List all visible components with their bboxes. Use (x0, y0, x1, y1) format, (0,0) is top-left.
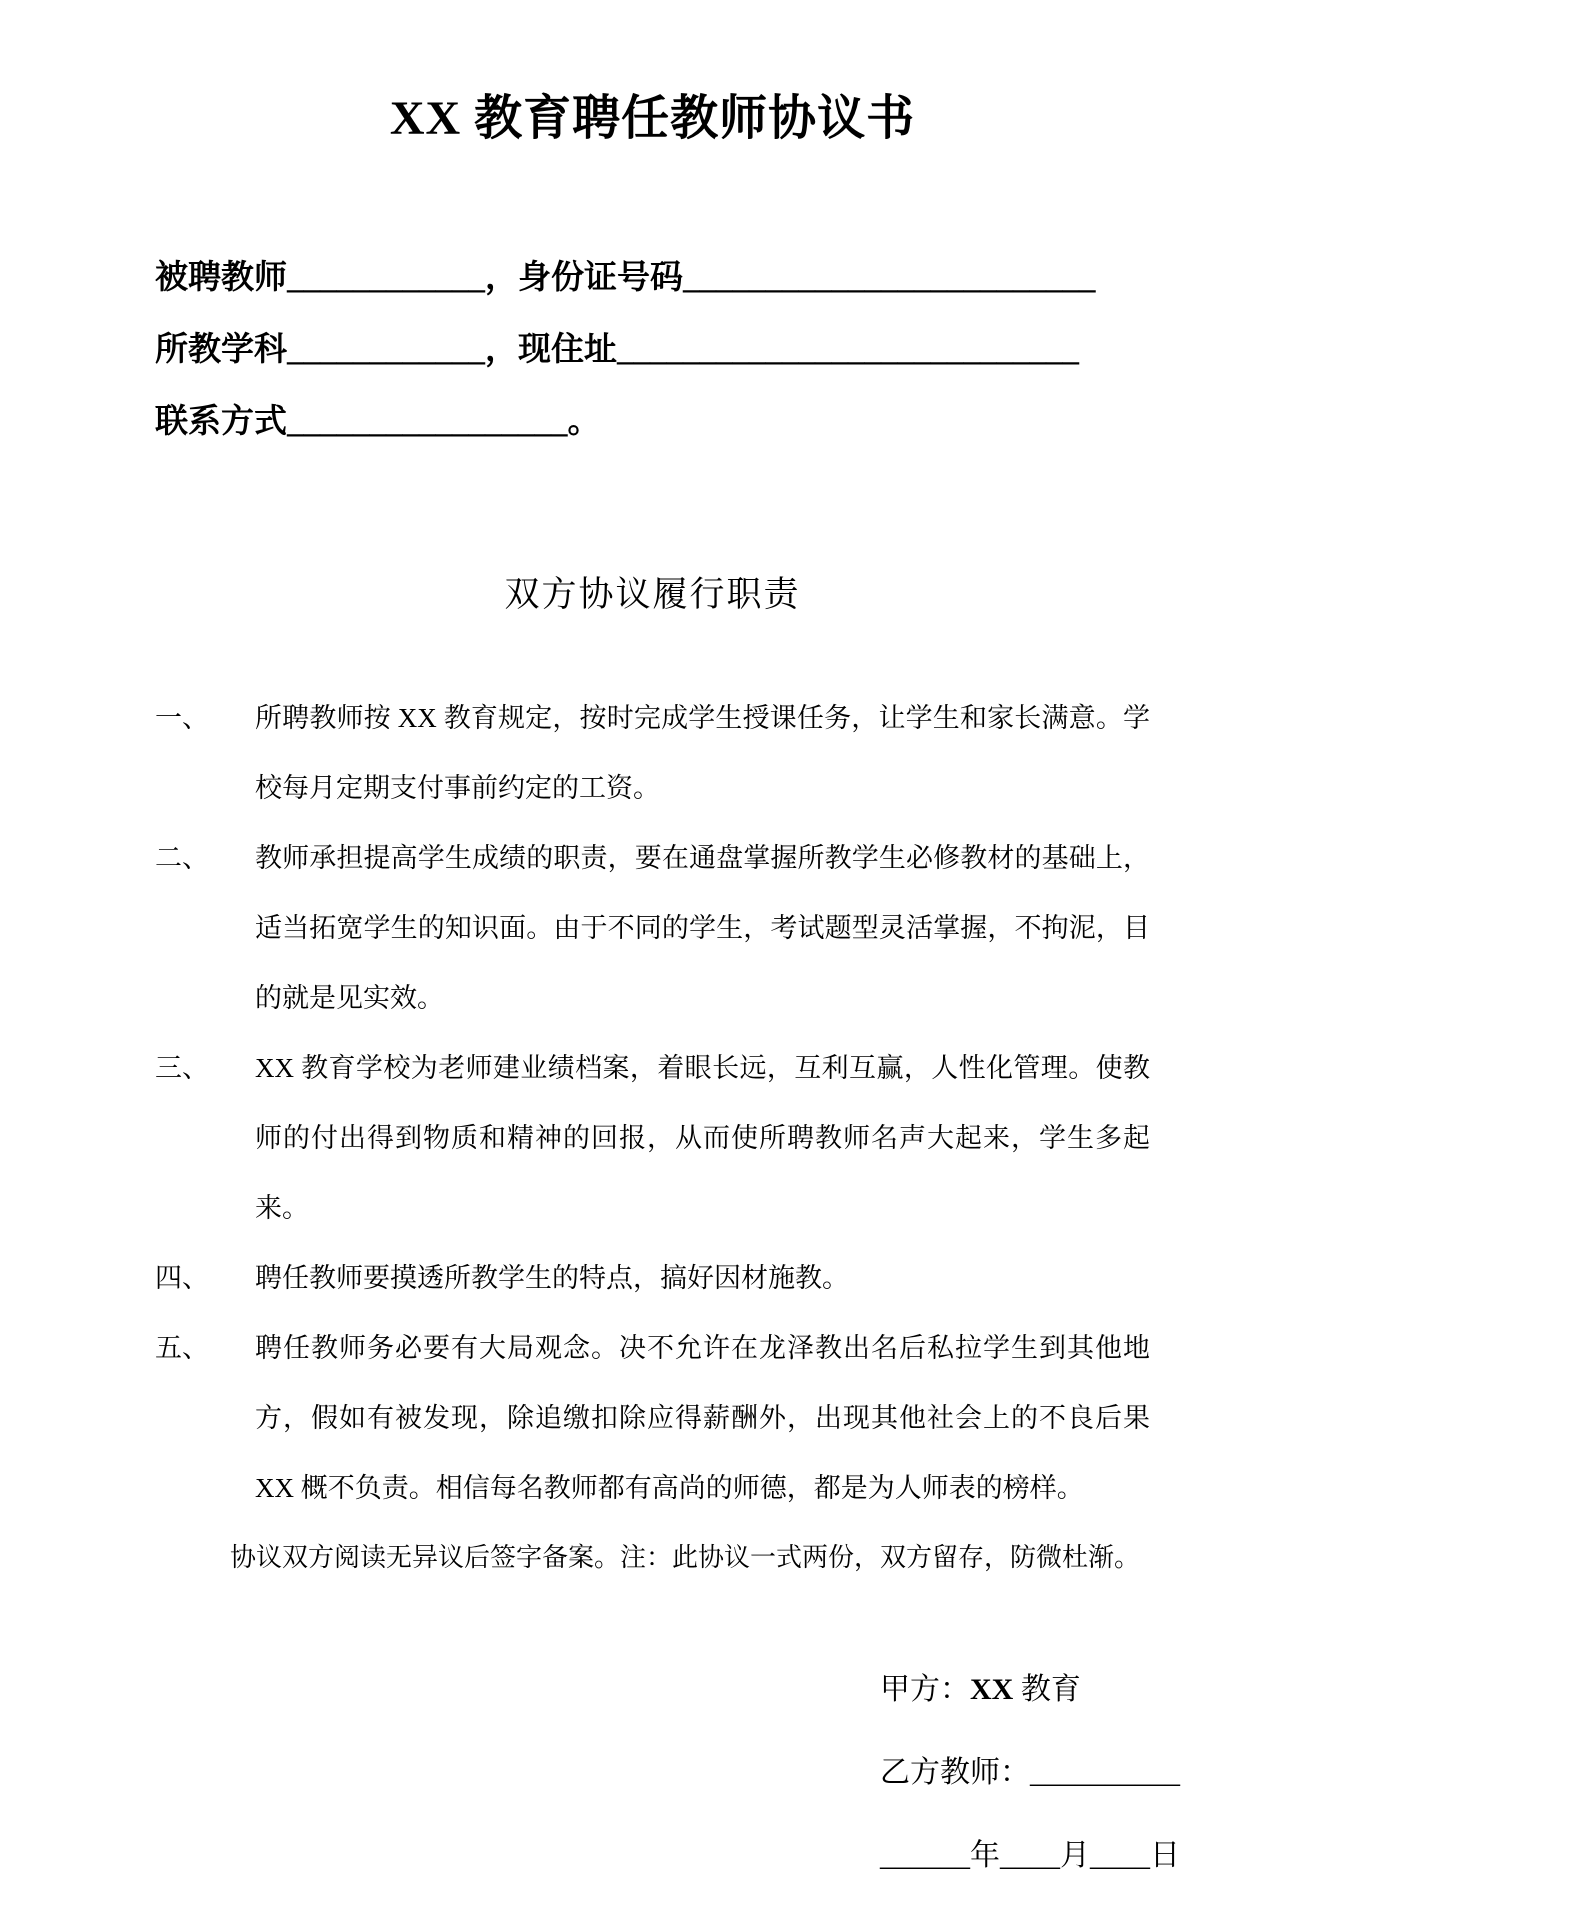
fill-line-subject-address (155, 314, 1150, 386)
party-b-signature-blank: __________ (1030, 1756, 1180, 1789)
clause-item-5 (155, 1313, 1150, 1523)
clause-item-2 (155, 823, 1150, 1033)
party-a-label: 甲方： (880, 1673, 970, 1706)
signature-block (880, 1648, 1180, 1897)
clause-item-4 (155, 1243, 1150, 1313)
party-a-name-rest: 教育 (1013, 1673, 1081, 1706)
fill-line-teacher-id (155, 242, 1150, 314)
fill-in-section (155, 242, 1150, 458)
address-blank: ____________________________ (617, 332, 1079, 368)
clause-text: 所聘教师按 XX 教育规定，按时完成学生授课任务，让学生和家长满意。学校每月定期支付事前约定的工资。 (255, 703, 1150, 803)
period-terminator: 。 (567, 404, 601, 440)
date-line: ______年____月____日 (880, 1839, 1180, 1872)
comma-separator: ， (485, 332, 518, 368)
clause-item-1 (155, 683, 1150, 823)
clause-number: 四、 (155, 1263, 209, 1293)
clause-list (155, 683, 1150, 1593)
clause-text: 聘任教师要摸透所教学生的特点，搞好因材施教。 (255, 1263, 849, 1293)
party-b-label: 乙方教师： (880, 1756, 1030, 1789)
subject-blank: ____________ (287, 332, 485, 368)
contact-blank: _________________ (287, 404, 568, 440)
hired-teacher-blank: ____________ (287, 260, 485, 296)
party-a-name-bold: XX (970, 1673, 1014, 1706)
comma-separator: ， (485, 260, 518, 296)
id-number-blank: _________________________ (683, 260, 1096, 296)
id-number-label: 身份证号码 (518, 260, 683, 296)
clause-text: 教师承担提高学生成绩的职责，要在通盘掌握所教学生必修教材的基础上，适当拓宽学生的知识面。由于不同的学生，考试题型灵活掌握，不拘泥，目的就是见实效。 (255, 843, 1150, 1013)
subject-label: 所教学科 (155, 332, 287, 368)
closing-note: 协议双方阅读无异议后签字备案。注：此协议一式两份，双方留存，防微杜渐。 (230, 1543, 1141, 1572)
clause-text: XX 教育学校为老师建业绩档案，着眼长远，互利互赢，人性化管理。使教师的付出得到物质和精神的回报，从而使所聘教师名声大起来，学生多起来。 (255, 1053, 1150, 1223)
fill-line-contact (155, 386, 1150, 458)
party-a-line (880, 1648, 1150, 1731)
clause-number: 五、 (155, 1333, 209, 1363)
hired-teacher-label: 被聘教师 (155, 260, 287, 296)
party-b-line (880, 1731, 1180, 1814)
section-heading: 双方协议履行职责 (504, 575, 801, 614)
document-title: XX 教育聘任教师协议书 (389, 92, 916, 145)
address-label: 现住址 (518, 332, 617, 368)
clause-text: 聘任教师务必要有大局观念。决不允许在龙泽教出名后私拉学生到其他地方，假如有被发现，除追缴扣除应得薪酬外，出现其他社会上的不良后果 XX 概不负责。相信每名教师都有高尚的师德，都是为人师表的榜样。 (255, 1333, 1150, 1503)
contact-label: 联系方式 (155, 404, 287, 440)
clause-number: 一、 (155, 703, 209, 733)
clause-number: 三、 (155, 1053, 209, 1083)
clause-number: 二、 (155, 843, 209, 873)
clause-item-3 (155, 1033, 1150, 1243)
